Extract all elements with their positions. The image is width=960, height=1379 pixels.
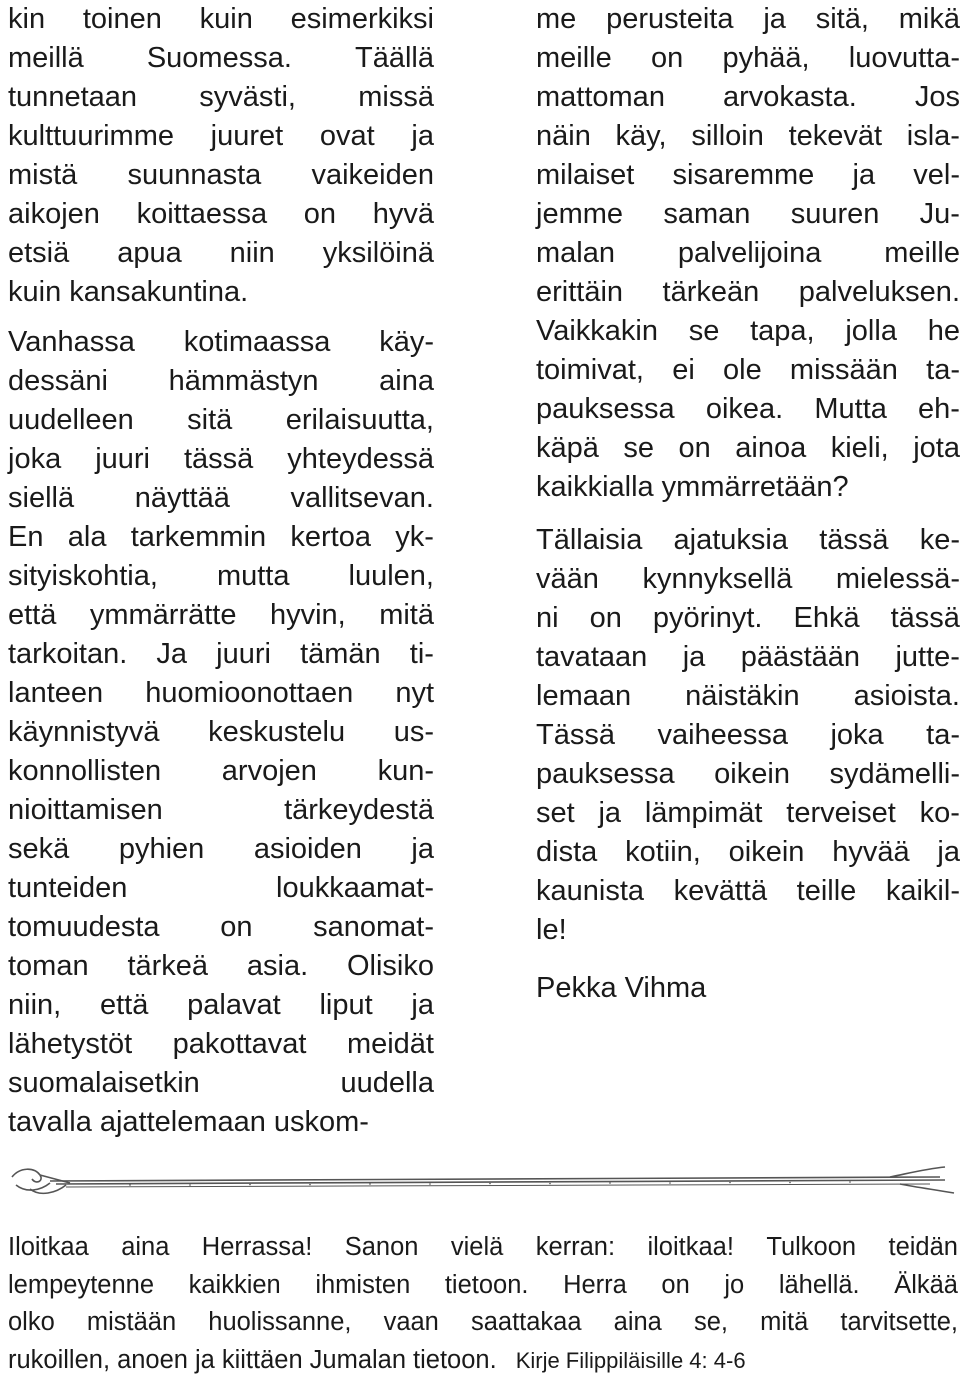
text-line: lähetystöt pakottavat meidät — [8, 1025, 434, 1064]
text-line: le! — [536, 911, 960, 950]
text-line: tavalla ajattelemaan uskom- — [8, 1103, 434, 1142]
text-line: kulttuurimme juuret ovat ja — [8, 117, 434, 156]
text-line: Pekka Vihma — [536, 969, 960, 1008]
text-line: toman tärkeä asia. Olisiko — [8, 947, 434, 986]
text-line: malan palvelijoina meille — [536, 234, 960, 273]
text-line: mattoman arvokasta. Jos — [536, 78, 960, 117]
text-line: kaunista kevättä teille kaikil- — [536, 872, 960, 911]
paragraph — [8, 0, 434, 312]
text-line: sityiskohtia, mutta luulen, — [8, 557, 434, 596]
text-line: ni on pyörinyt. Ehkä tässä — [536, 599, 960, 638]
text-line: nioittamisen tärkeydestä — [8, 791, 434, 830]
paragraph — [536, 969, 960, 1008]
quote-line: Iloitkaa aina Herrassa! Sanon vielä kerran: iloitkaa! Tulkoon teidän — [8, 1229, 958, 1267]
text-line: konnollisten arvojen kun- — [8, 752, 434, 791]
text-line: näin käy, silloin tekevät isla- — [536, 117, 960, 156]
ornamental-divider-icon — [10, 1163, 958, 1201]
quote-line: lempeytenne kaikkien ihmisten tietoon. Herra on jo lähellä. Älkää — [8, 1267, 958, 1305]
text-line: tavataan ja päästään jutte- — [536, 638, 960, 677]
paragraph — [536, 521, 960, 950]
text-line: etsiä apua niin yksilöinä — [8, 234, 434, 273]
text-line: tunteiden loukkaamat- — [8, 869, 434, 908]
paragraph — [536, 0, 960, 507]
text-line: kuin kansakuntina. — [8, 273, 434, 312]
text-line: jemme saman suuren Ju- — [536, 195, 960, 234]
text-line: pauksessa oikea. Mutta eh- — [536, 390, 960, 429]
text-line: dista kotiin, oikein hyvää ja — [536, 833, 960, 872]
text-line: tarkoitan. Ja juuri tämän ti- — [8, 635, 434, 674]
text-line: En ala tarkemmin kertoa yk- — [8, 518, 434, 557]
text-line: aikojen koittaessa on hyvä — [8, 195, 434, 234]
text-line: Vanhassa kotimaassa käy- — [8, 323, 434, 362]
text-line: joka juuri tässä yhteydessä — [8, 440, 434, 479]
text-line: toimivat, ei ole missään ta- — [536, 351, 960, 390]
text-line: me perusteita ja sitä, mikä — [536, 0, 960, 39]
quote-line: olko mistään huolissanne, vaan saattakaa aina se, mitä tarvitsette, — [8, 1304, 958, 1342]
paragraph — [8, 323, 434, 1142]
text-line: pauksessa oikein sydämelli- — [536, 755, 960, 794]
text-line: meille on pyhää, luovutta- — [536, 39, 960, 78]
text-line: lanteen huomioonottaen nyt — [8, 674, 434, 713]
text-line: lemaan näistäkin asioista. — [536, 677, 960, 716]
quote-reference: Kirje Filippiläisille 4: 4-6 — [516, 1342, 746, 1379]
text-line: niin, että palavat liput ja — [8, 986, 434, 1025]
quote-line: rukoillen, anoen ja kiittäen Jumalan tietoon. Kirje Filippiläisille 4: 4-6 — [8, 1342, 958, 1379]
text-line: kaikkialla ymmärretään? — [536, 468, 960, 507]
text-line: tomuudesta on sanomat- — [8, 908, 434, 947]
text-line: meillä Suomessa. Täällä — [8, 39, 434, 78]
text-line: milaiset sisaremme ja vel- — [536, 156, 960, 195]
text-line: mistä suunnasta vaikeiden — [8, 156, 434, 195]
text-line: erittäin tärkeän palveluksen. — [536, 273, 960, 312]
text-line: kin toinen kuin esimerkiksi — [8, 0, 434, 39]
text-line: Tässä vaiheessa joka ta- — [536, 716, 960, 755]
text-line: uudelleen sitä erilaisuutta, — [8, 401, 434, 440]
text-line: käpä se on ainoa kieli, jota — [536, 429, 960, 468]
text-line: että ymmärrätte hyvin, mitä — [8, 596, 434, 635]
bible-quote — [8, 1229, 958, 1379]
text-line: dessäni hämmästyn aina — [8, 362, 434, 401]
text-line: tunnetaan syvästi, missä — [8, 78, 434, 117]
text-line: suomalaisetkin uudella — [8, 1064, 434, 1103]
text-line: set ja lämpimät terveiset ko- — [536, 794, 960, 833]
text-line: vään kynnyksellä mielessä- — [536, 560, 960, 599]
text-line: Tällaisia ajatuksia tässä ke- — [536, 521, 960, 560]
text-line: sekä pyhien asioiden ja — [8, 830, 434, 869]
text-line: siellä näyttää vallitsevan. — [8, 479, 434, 518]
text-line: käynnistyvä keskustelu us- — [8, 713, 434, 752]
text-line: Vaikkakin se tapa, jolla he — [536, 312, 960, 351]
